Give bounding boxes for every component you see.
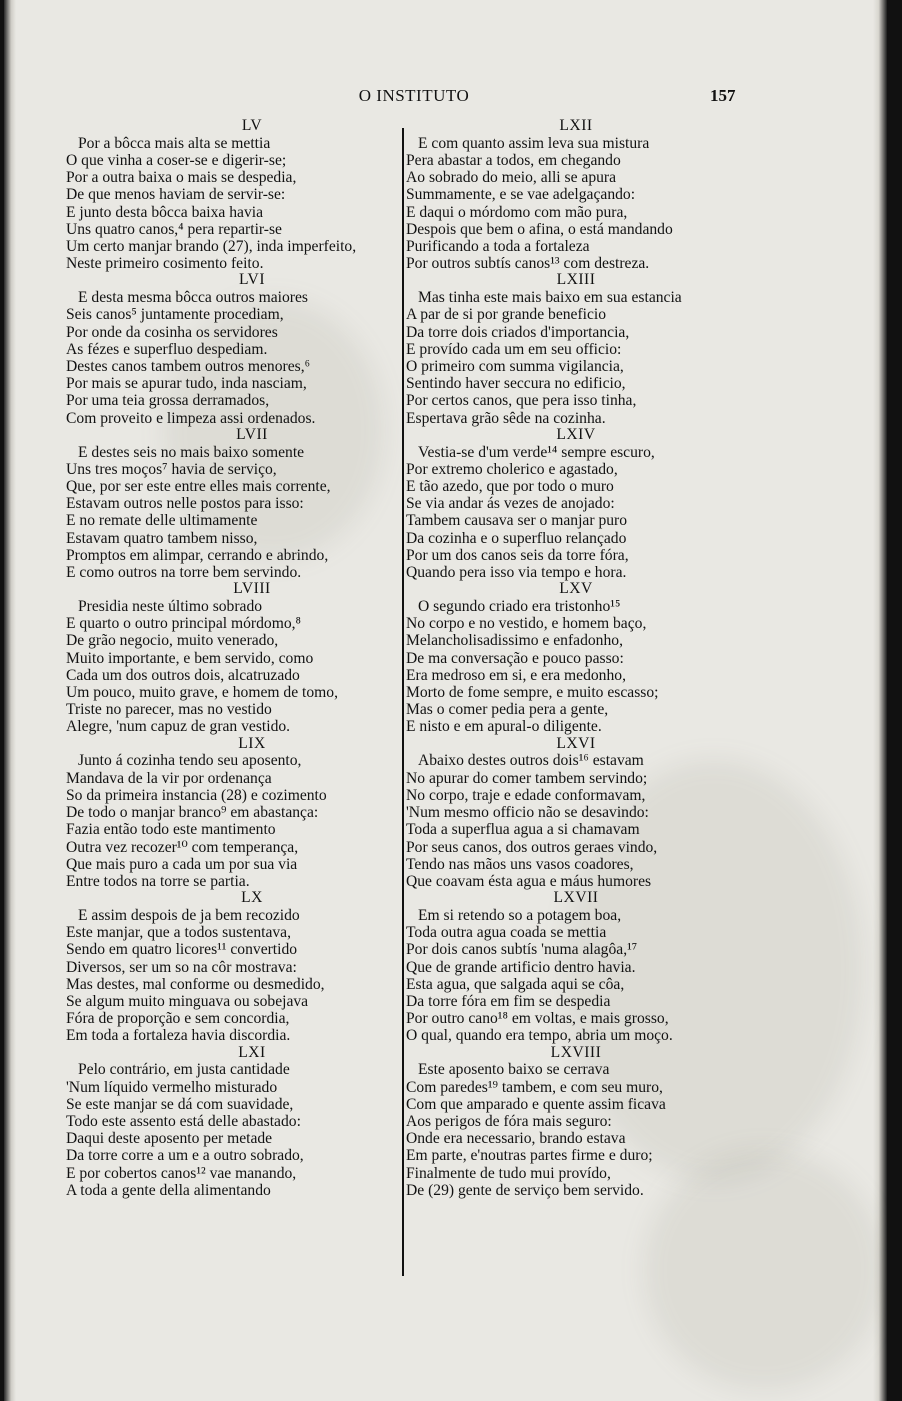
verse-line: 'Num mesmo officio não se desavindo: xyxy=(406,804,649,822)
verse-line: Tendo nas mãos uns vasos coadores, xyxy=(406,855,634,873)
verse-line: Em parte, e'noutras partes firme e duro; xyxy=(406,1147,653,1165)
page-right-edge xyxy=(873,0,887,1401)
stanza-number: LXVIII xyxy=(550,1043,602,1061)
verse-line: E com quanto assim leva sua mistura xyxy=(418,134,650,152)
verse-line: E tão azedo, que por todo o muro xyxy=(406,478,614,496)
stanza xyxy=(406,736,746,890)
scanned-page xyxy=(4,0,887,1401)
verse-line: E como outros na torre bem servindo. xyxy=(66,564,302,582)
verse-line: Neste primeiro cosimento feito. xyxy=(66,255,264,273)
verse-line: O que vinha a coser-se e digerir-se; xyxy=(66,152,287,169)
verse-line: No corpo, traje e edade conformavam, xyxy=(406,786,646,804)
verse-line: Espertava grão sêde na cozinha. xyxy=(406,409,606,427)
verse-line: E junto desta bôcca baixa havia xyxy=(66,203,264,221)
verse-line: Cada um dos outros dois, alcatruzado xyxy=(66,666,300,684)
verse-line: Da torre corre a um e a outro sobrado, xyxy=(66,1147,304,1165)
verse-line: Por outro cano¹⁸ em voltas, e mais grosso, xyxy=(406,1010,669,1028)
verse-line: E por cobertos canos¹² vae manando, xyxy=(66,1164,297,1182)
verse-line: Da torre fóra em fim se despedia xyxy=(406,992,611,1010)
verse-line: Outra vez recozer¹⁰ com temperança, xyxy=(66,838,299,856)
verse-line: Mas tinha este mais baixo em sua estancia xyxy=(418,289,682,307)
verse-line: Alegre, 'num capuz de gran vestido. xyxy=(66,718,291,736)
verse-line: So da primeira instancia (28) e cozimento xyxy=(66,786,327,804)
verse-line: Mandava de la vir por ordenança xyxy=(66,769,272,787)
verse-line: Diversos, ser um so na côr mostrava: xyxy=(66,958,297,976)
verse-line: O segundo criado era tristonho¹⁵ xyxy=(418,598,621,616)
verse-line: E desta mesma bôcca outros maiores xyxy=(78,289,308,307)
verse-line: Com paredes¹⁹ tambem, e com seu muro, xyxy=(406,1078,663,1096)
verse-line: Abaixo destes outros dois¹⁶ estavam xyxy=(418,752,644,770)
stanza-number: LVIII xyxy=(233,580,271,598)
verse-line: O primeiro com summa vigilancia, xyxy=(406,358,624,376)
verse-line: Toda a superflua agua a si chamavam xyxy=(406,821,640,839)
verse-line: No corpo e no vestido, e homem baço, xyxy=(406,615,647,633)
verse-line: Por a bôcca mais alta se mettia xyxy=(78,134,271,152)
verse-line: Seis canos⁵ juntamente procediam, xyxy=(66,306,284,324)
page-left-edge xyxy=(4,0,16,1401)
verse-line: E assim despois de ja bem recozido xyxy=(78,906,300,924)
stanza-number: LXIV xyxy=(556,425,596,443)
stanza xyxy=(66,1045,396,1199)
verse-line: Fazia então todo este mantimento xyxy=(66,821,276,839)
verse-line: Estavam outros nelle postos para isso: xyxy=(66,495,304,513)
verse-line: Uns quatro canos,⁴ pera repartir-se xyxy=(66,220,282,238)
verse-line: Por dois canos subtís 'numa alagôa,¹⁷ xyxy=(406,941,638,959)
verse-line: Destes canos tambem outros menores,⁶ xyxy=(66,358,311,376)
verse-line: As fézes e superfluo despediam. xyxy=(66,340,268,358)
verse-line: Um pouco, muito grave, e homem de tomo, xyxy=(66,684,338,702)
stanza xyxy=(406,581,746,735)
verse-line: Em toda a fortaleza havia discordia. xyxy=(66,1027,291,1045)
verse-line: Presidia neste último sobrado xyxy=(78,598,263,616)
verse-line: Este manjar, que a todos sustentava, xyxy=(66,924,291,942)
verse-line: Despois que bem o afina, o está mandando xyxy=(406,220,673,238)
verse-line: De que menos haviam de servir-se: xyxy=(66,186,286,204)
verse-line: Se via andar ás vezes de anojado: xyxy=(406,495,615,513)
running-header-title: O INSTITUTO xyxy=(358,86,470,105)
stanza-number: LXI xyxy=(238,1043,266,1061)
verse-line: Mas o comer pedia pera a gente, xyxy=(406,701,609,719)
verse-line: Mas destes, mal conforme ou desmedido, xyxy=(66,975,325,993)
verse-line: Se este manjar se dá com suavidade, xyxy=(66,1095,294,1113)
verse-line: Que mais puro a cada um por sua via xyxy=(66,855,298,873)
stanza-number: LXV xyxy=(559,580,593,598)
stanza-number: LVI xyxy=(238,271,266,289)
stanza-number: LIX xyxy=(238,734,266,752)
stanza xyxy=(66,118,396,272)
verse-line: 'Num líquido vermelho misturado xyxy=(66,1078,278,1096)
stanza xyxy=(406,1045,746,1199)
verse-line: Era medroso em si, e era medonho, xyxy=(406,666,626,684)
verse-line: E provído cada um em seu officio: xyxy=(406,340,622,358)
stanza xyxy=(406,118,746,272)
verse-line: Toda outra agua coada se mettia xyxy=(406,924,607,942)
verse-line: Todo este assento está delle abastado: xyxy=(66,1112,301,1130)
verse-line: Que de grande artificio dentro havia. xyxy=(406,958,636,976)
stanza-number: LX xyxy=(241,889,263,907)
verse-line: Fóra de proporção e sem concordia, xyxy=(66,1010,290,1028)
verse-line: Que, por ser este entre elles mais corrente, xyxy=(66,478,331,496)
page-number: 157 xyxy=(710,86,736,105)
verse-line: Por um dos canos seis da torre fóra, xyxy=(406,546,629,564)
verse-line: Com proveito e limpeza assi ordenados. xyxy=(66,409,316,427)
verse-line: Este aposento baixo se cerrava xyxy=(418,1061,610,1079)
verse-line: Triste no parecer, mas no vestido xyxy=(66,701,272,719)
verse-line: Entre todos na torre se partia. xyxy=(66,872,250,890)
verse-line: Purificando a toda a fortaleza xyxy=(406,238,590,256)
verse-line: Promptos em alimpar, cerrando e abrindo, xyxy=(66,546,329,564)
verse-line: De todo o manjar branco⁹ em abastança: xyxy=(66,804,319,822)
stanza xyxy=(66,581,396,735)
verse-line: Por certos canos, que pera isso tinha, xyxy=(406,392,637,410)
verse-line: De ma conversação e pouco passo: xyxy=(406,649,624,667)
stanza-number: LV xyxy=(241,117,263,134)
verse-line: A par de si por grande beneficio xyxy=(406,306,607,324)
verse-line: Por a outra baixa o mais se despedia, xyxy=(66,169,297,187)
verse-line: De (29) gente de serviço bem servido. xyxy=(406,1181,644,1199)
stanza xyxy=(66,427,396,581)
stanza xyxy=(66,736,396,890)
verse-line: Que coavam ésta agua e máus humores xyxy=(406,872,652,890)
verse-line: Sentindo haver seccura no edificio, xyxy=(406,375,626,393)
verse-line: Por seus canos, dos outros geraes vindo, xyxy=(406,838,658,856)
verse-line: No apurar do comer tambem servindo; xyxy=(406,769,648,787)
stanza-number: LVII xyxy=(236,425,268,443)
stanza-number: LXVII xyxy=(553,889,599,907)
stanza-number: LXII xyxy=(559,117,593,134)
verse-line: E quarto o outro principal mórdomo,⁸ xyxy=(66,615,301,633)
verse-line: Por onde da cosinha os servidores xyxy=(66,323,278,341)
verse-line: Esta agua, que salgada aqui se côa, xyxy=(406,975,625,993)
verse-line: Quando pera isso via tempo e hora. xyxy=(406,564,627,582)
verse-line: Da torre dois criados d'importancia, xyxy=(406,323,630,341)
verse-line: Por outros subtís canos¹³ com destreza. xyxy=(406,255,650,273)
verse-line: Tambem causava ser o manjar puro xyxy=(406,512,628,530)
poem-column-right xyxy=(406,118,746,1199)
stanza xyxy=(66,890,396,1044)
verse-line: Sendo em quatro licores¹¹ convertido xyxy=(66,941,298,959)
verse-line: A toda a gente della alimentando xyxy=(66,1181,271,1199)
stanza xyxy=(406,272,746,426)
verse-line: Melancholisadissimo e enfadonho, xyxy=(406,632,623,650)
column-divider-rule xyxy=(402,128,404,1276)
verse-line: Pera abastar a todos, em chegando xyxy=(406,152,621,169)
verse-line: Vestia-se d'um verde¹⁴ sempre escuro, xyxy=(418,443,655,461)
verse-line: Aos perigos de fóra mais seguro: xyxy=(406,1112,612,1130)
verse-line: Se algum muito minguava ou sobejava xyxy=(66,992,309,1010)
verse-line: Junto á cozinha tendo seu aposento, xyxy=(78,752,302,770)
stanza xyxy=(406,427,746,581)
verse-line: Estavam quatro tambem nisso, xyxy=(66,529,258,547)
verse-line: Onde era necessario, brando estava xyxy=(406,1130,626,1148)
stanza-number: LXIII xyxy=(556,271,596,289)
verse-line: Uns tres moços⁷ havia de serviço, xyxy=(66,460,277,478)
verse-line: Pelo contrário, em justa cantidade xyxy=(78,1061,290,1079)
verse-line: Com que amparado e quente assim ficava xyxy=(406,1095,666,1113)
poem-column-left xyxy=(66,118,396,1199)
stanza xyxy=(66,272,396,426)
verse-line: Daqui deste aposento per metade xyxy=(66,1130,273,1148)
verse-line: Por mais se apurar tudo, inda nasciam, xyxy=(66,375,307,393)
verse-line: Ao sobrado do meio, alli se apura xyxy=(406,169,617,187)
verse-line: De grão negocio, muito venerado, xyxy=(66,632,279,650)
verse-line: Summamente, e se vae adelgaçando: xyxy=(406,186,636,204)
verse-line: E no remate delle ultimamente xyxy=(66,512,258,530)
verse-line: Em si retendo so a potagem boa, xyxy=(418,906,622,924)
verse-line: E destes seis no mais baixo somente xyxy=(78,443,305,461)
verse-line: E daqui o mórdomo com mão pura, xyxy=(406,203,628,221)
verse-line: Finalmente de tudo mui provído, xyxy=(406,1164,611,1182)
stanza xyxy=(406,890,746,1044)
verse-line: Por extremo cholerico e agastado, xyxy=(406,460,618,478)
verse-line: E nisto e em apural-o diligente. xyxy=(406,718,602,736)
verse-line: Por uma teia grossa derramados, xyxy=(66,392,270,410)
stanza-number: LXVI xyxy=(556,734,596,752)
verse-line: Morto de fome sempre, e muito escasso; xyxy=(406,684,659,702)
verse-line: Muito importante, e bem servido, como xyxy=(66,649,314,667)
verse-line: O qual, quando era tempo, abria um moço. xyxy=(406,1027,673,1045)
verse-line: Da cozinha e o superfluo relançado xyxy=(406,529,627,547)
verse-line: Um certo manjar brando (27), inda imperfeito, xyxy=(66,238,357,256)
